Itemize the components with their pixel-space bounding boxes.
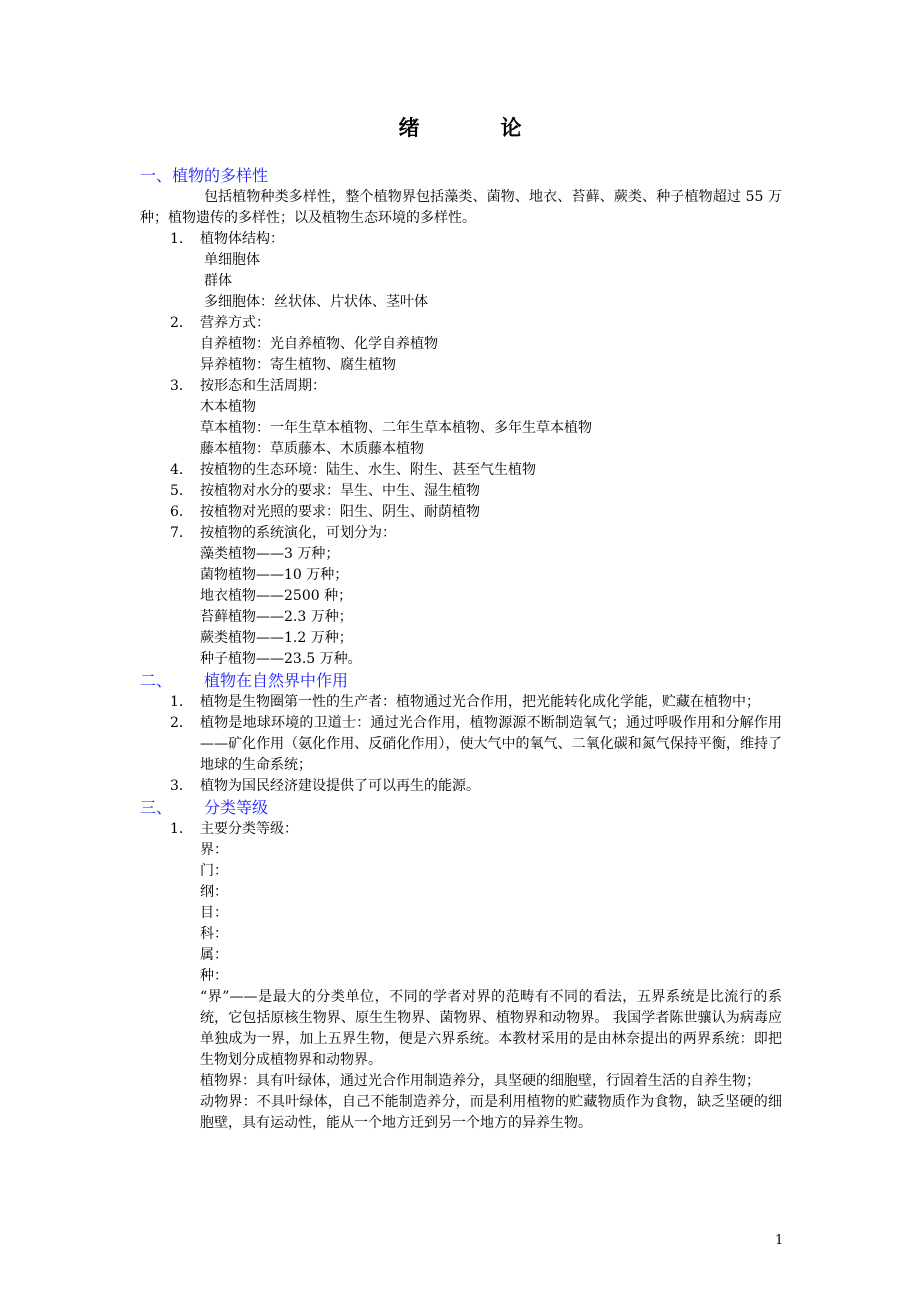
section-title: 分类等级 [204, 798, 269, 817]
list-item [140, 692, 782, 713]
sub-item: 多细胞体：丝状体、片状体、茎叶体 [204, 294, 428, 310]
list-item [140, 502, 782, 523]
item-text: 植物是生物圈第一性的生产者：植物通过光合作用，把光能转化成化学能，贮藏在植物中； [200, 694, 760, 710]
sub-item: 科： [200, 926, 228, 942]
item-text: 营养方式： [200, 315, 270, 331]
item-number: 1． [170, 231, 193, 247]
document-body [140, 165, 782, 1134]
item-text: 主要分类等级： [200, 821, 298, 837]
item-number: 2． [170, 315, 193, 331]
sub-item: 纲： [200, 884, 228, 900]
list-item [140, 460, 782, 481]
item-number: 1． [170, 821, 193, 837]
sub-item: 自养植物：光自养植物、化学自养植物 [200, 336, 438, 352]
item-text: 植物体结构： [200, 231, 284, 247]
section-title: 植物在自然界中作用 [204, 671, 349, 690]
section-number: 一、 [140, 166, 173, 185]
item-text: 植物为国民经济建设提供了可以再生的能源。 [200, 778, 480, 794]
item-number: 1． [170, 694, 193, 710]
paragraph: “界”——是最大的分类单位，不同的学者对界的范畴有不同的看法，五界系统是比流行的系统，它包括原核生物界、原生生物界、菌物界、植物界和动物界。 我国学者陈世骧认为病毒应单独成为一界，加上五界生物，便是六界系统。本教材采用的是由林奈提出的两界系统：即把生物划分成植物界和动物界。 [200, 989, 782, 1068]
sub-item: 属： [200, 947, 228, 963]
item-text: 按植物对光照的要求：阳生、阴生、耐荫植物 [200, 504, 480, 520]
list-item [140, 776, 782, 797]
sub-item: 地衣植物——2500 种； [200, 588, 353, 604]
item-text: 按形态和生活周期： [200, 378, 326, 394]
page-number: 1 [775, 1233, 784, 1248]
item-number: 3． [170, 778, 193, 794]
sub-item: 目： [200, 905, 228, 921]
list-item [140, 523, 782, 544]
list-item [140, 481, 782, 502]
sub-item: 异养植物：寄生植物、腐生植物 [200, 357, 396, 373]
list-item [140, 313, 782, 334]
sub-item: 界： [200, 842, 228, 858]
item-text: 植物是地球环境的卫道士：通过光合作用，植物源源不断制造氧气；通过呼吸作用和分解作用——矿化作用（氨化作用、反硝化作用），使大气中的氧气、二氧化碳和氮气保持平衡，维持了地球的生命系统； [200, 715, 782, 773]
section-heading [140, 797, 782, 819]
page-title: 绪 论 [398, 115, 552, 140]
paragraph: 动物界：不具叶绿体，自己不能制造养分，而是利用植物的贮藏物质作为食物，缺乏坚硬的细胞壁，具有运动性，能从一个地方迁到另一个地方的异养生物。 [200, 1094, 782, 1131]
sub-item: 木本植物 [200, 399, 256, 415]
section-intro: 包括植物种类多样性，整个植物界包括藻类、菌物、地衣、苔藓、蕨类、种子植物超过 55 万种；植物遗传的多样性；以及植物生态环境的多样性。 [140, 189, 782, 226]
sub-item: 种： [200, 968, 228, 984]
item-text: 按植物的生态环境：陆生、水生、附生、甚至气生植物 [200, 462, 536, 478]
item-text: 按植物的系统演化，可划分为： [200, 525, 396, 541]
sub-item: 门： [200, 863, 228, 879]
item-number: 2． [170, 715, 193, 731]
section-number: 三、 [140, 798, 173, 817]
sub-item: 单细胞体 [204, 252, 260, 268]
sub-item: 种子植物——23.5 万种。 [200, 651, 362, 667]
item-text: 按植物对水分的要求：旱生、中生、湿生植物 [200, 483, 480, 499]
item-number: 6． [170, 504, 193, 520]
item-number: 7． [170, 525, 193, 541]
sub-item: 藤本植物：草质藤本、木质藤本植物 [200, 441, 424, 457]
item-number: 5． [170, 483, 193, 499]
sub-item: 草本植物：一年生草本植物、二年生草本植物、多年生草本植物 [200, 420, 592, 436]
section-number: 二、 [140, 671, 173, 690]
section-heading [140, 165, 782, 187]
sub-item: 苔藓植物——2.3 万种； [200, 609, 353, 625]
sub-item: 藻类植物——3 万种； [200, 546, 340, 562]
sub-item: 菌物植物——10 万种； [200, 567, 349, 583]
list-item [140, 229, 782, 250]
section-title: 植物的多样性 [172, 166, 269, 185]
item-number: 3． [170, 378, 193, 394]
list-item [140, 713, 782, 776]
list-item [140, 819, 782, 840]
list-item [140, 376, 782, 397]
paragraph: 植物界：具有叶绿体，通过光合作用制造养分，具坚硬的细胞壁，行固着生活的自养生物； [200, 1073, 760, 1089]
item-number: 4． [170, 462, 193, 478]
sub-item: 群体 [204, 273, 232, 289]
section-heading [140, 670, 782, 692]
sub-item: 蕨类植物——1.2 万种； [200, 630, 353, 646]
